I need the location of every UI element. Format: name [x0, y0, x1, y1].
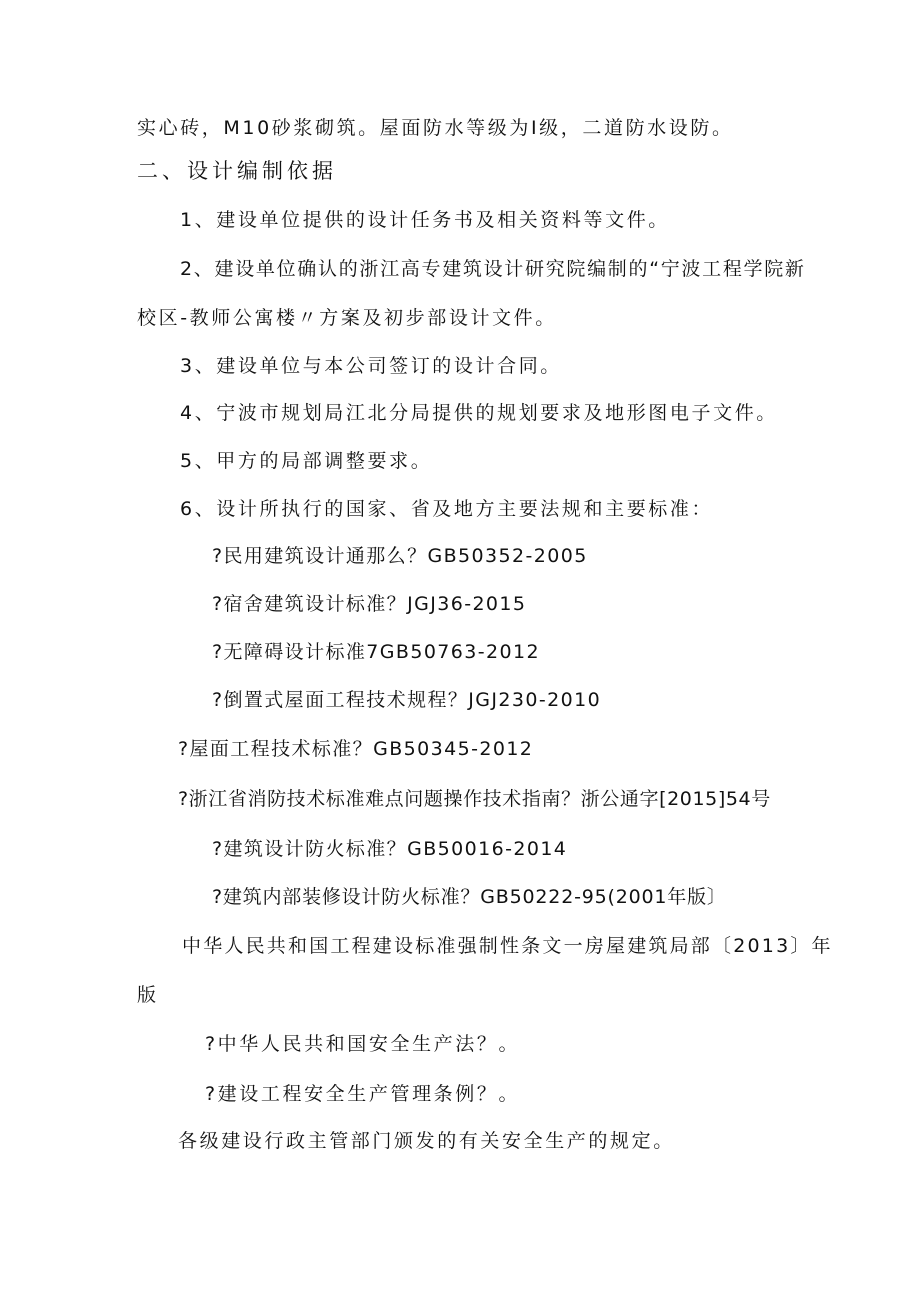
safety-regulations-line: 各级建设行政主管部门颁发的有关安全生产的规定。	[178, 1130, 675, 1152]
standard-item: ?浙江省消防技术标准难点问题操作技术指南？浙公通字[2015]54号	[178, 788, 771, 810]
basis-item-5: 5、甲方的局部调整要求。	[180, 450, 433, 472]
basis-item-3: 3、建设单位与本公司签订的设计合同。	[180, 355, 562, 377]
mandatory-provisions-line: 中华人民共和国工程建设标准强制性条文一房屋建筑局部〔2013〕年	[182, 935, 833, 957]
basis-item-1: 1、建设单位提供的设计任务书及相关资料等文件。	[180, 209, 670, 231]
standard-item: ?民用建筑设计通那么？GB50352-2005	[212, 545, 588, 567]
basis-item-6: 6、设计所执行的国家、省及地方主要法规和主要标准：	[180, 498, 714, 520]
standard-item: ?无障碍设计标准7GB50763-2012	[212, 641, 540, 663]
basis-item-4: 4、宁波市规划局江北分局提供的规划要求及地形图电子文件。	[180, 402, 778, 424]
standard-item: ?中华人民共和国安全生产法？。	[205, 1033, 521, 1055]
basis-item-2: 2、建设单位确认的浙江高专建筑设计研究院编制的“宁波工程学院新	[180, 258, 806, 280]
standard-item: ?建筑设计防火标准？GB50016-2014	[212, 838, 568, 860]
section-heading: 二、设计编制依据	[137, 159, 337, 183]
standard-item: ?倒置式屋面工程技术规程？JGJ230-2010	[212, 689, 602, 711]
standard-item: ?建筑内部装修设计防火标准？GB50222-95(2001年版〕	[212, 886, 727, 908]
intro-line: 实心砖，M10砂浆砌筑。屋面防水等级为Ⅰ级，二道防水设防。	[137, 117, 734, 139]
standard-item: ?建设工程安全生产管理条例？。	[205, 1083, 521, 1105]
standard-item: ?宿舍建筑设计标准？JGJ36-2015	[212, 593, 527, 615]
mandatory-provisions-continued: 版	[137, 984, 159, 1006]
basis-item-2-continued: 校区-教师公寓楼〃方案及初步部设计文件。	[137, 307, 557, 329]
standard-item: ?屋面工程技术标准？GB50345-2012	[178, 738, 534, 760]
